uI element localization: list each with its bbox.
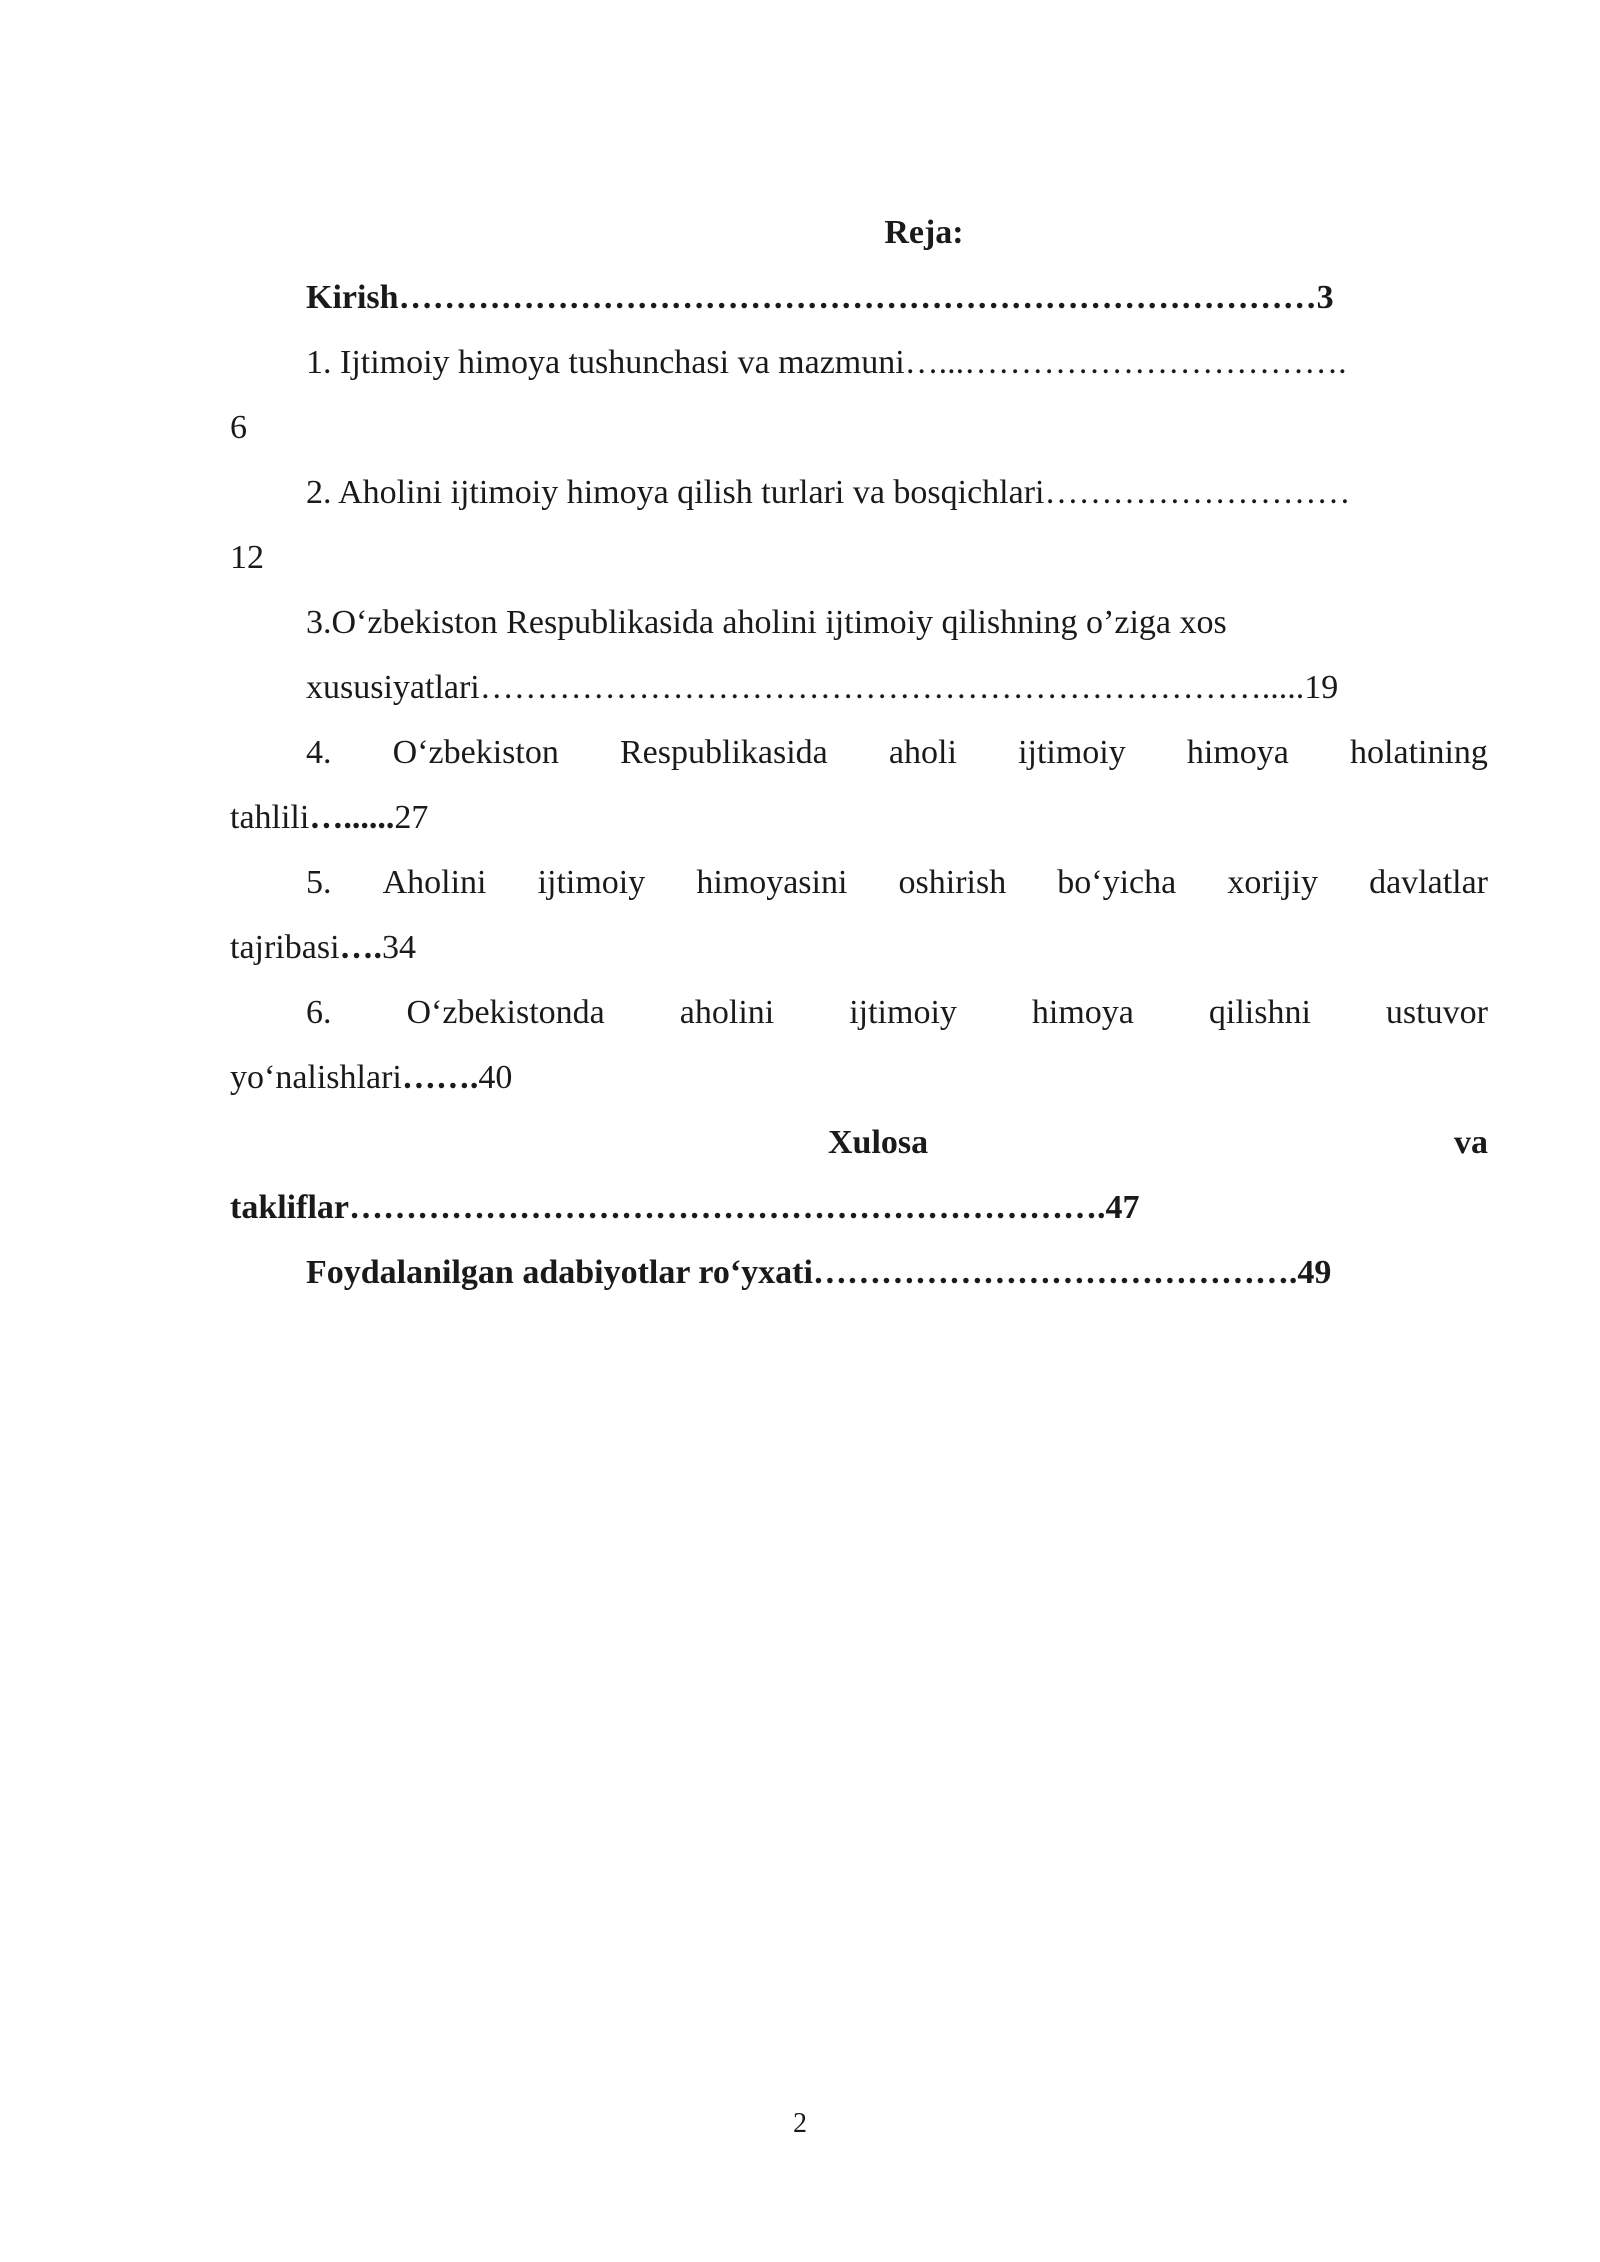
toc-entry-6-word: O‘zbekistonda bbox=[406, 994, 605, 1031]
toc-entry-6-dots: ……. bbox=[401, 1059, 479, 1096]
toc-entry-kirish: Kirish………………………………………………………………………3 bbox=[306, 279, 1334, 316]
toc-entry-conclusion-word: va bbox=[1454, 1124, 1488, 1161]
toc-entry-5-word: ijtimoiy bbox=[537, 864, 646, 901]
toc-entry-5-word: oshirish bbox=[898, 864, 1007, 901]
toc-entry-5-word: 5. bbox=[306, 864, 332, 901]
toc-entry-4-word: aholi bbox=[888, 734, 957, 771]
toc-entry-4-word: Respublikasida bbox=[620, 734, 828, 771]
toc-entry-conclusion bbox=[230, 1110, 1488, 1175]
page-number: 2 bbox=[793, 2108, 807, 2139]
toc-entry-6-cont bbox=[230, 1045, 1488, 1110]
toc-entry-2-page: 12 bbox=[230, 539, 264, 576]
toc-entry-6-word: qilishni bbox=[1208, 994, 1311, 1031]
toc-entry-bibliography: Foydalanilgan adabiyotlar ro‘yxati…………………………………….49 bbox=[306, 1254, 1332, 1291]
toc-entry-4-page: 27 bbox=[394, 799, 429, 836]
toc-entry-4-word: ijtimoiy bbox=[1018, 734, 1126, 771]
toc-entry-4-cont bbox=[230, 785, 1488, 850]
toc-entry-6-word: aholini bbox=[679, 994, 775, 1031]
toc-entry-1-page: 6 bbox=[230, 409, 247, 446]
toc-entry-6-page: 40 bbox=[478, 1059, 513, 1096]
toc-entry-4-word: 4. bbox=[306, 734, 332, 771]
toc-entry-2: 2. Aholini ijtimoiy himoya qilish turlari va bosqichlari……………………… bbox=[306, 474, 1351, 511]
toc-entry-3: 3.O‘zbekiston Respublikasida aholini ijtimoiy qilishning o’ziga xos bbox=[306, 604, 1227, 641]
toc-entry-5-text: tajribasi bbox=[230, 929, 340, 966]
toc-entry-5-word: himoyasini bbox=[696, 864, 848, 901]
toc-entry-5 bbox=[230, 850, 1488, 915]
table-of-contents bbox=[230, 200, 1488, 1305]
toc-entry-5-page: 34 bbox=[382, 929, 417, 966]
toc-entry-5-word: xorijiy bbox=[1227, 864, 1318, 901]
toc-entry-6-word: himoya bbox=[1031, 994, 1134, 1031]
toc-entry-4-text: tahlili bbox=[230, 799, 310, 836]
toc-entry-1: 1. Ijtimoiy himoya tushunchasi va mazmuni…...……………………………. bbox=[306, 344, 1347, 381]
toc-entry-5-word: Aholini bbox=[382, 864, 487, 901]
toc-entry-6-word: ustuvor bbox=[1385, 994, 1488, 1031]
toc-entry-5-word: bo‘yicha bbox=[1057, 864, 1177, 901]
toc-entry-6-text: yo‘nalishlari bbox=[230, 1059, 402, 1096]
toc-entry-6-word: ijtimoiy bbox=[849, 994, 957, 1031]
toc-title: Reja: bbox=[884, 214, 964, 251]
toc-entry-5-dots: …. bbox=[339, 929, 383, 966]
toc-entry-conclusion-cont: takliflar………………………………………………………….47 bbox=[230, 1189, 1140, 1226]
toc-entry-4-word: himoya bbox=[1186, 734, 1289, 771]
toc-entry-6 bbox=[230, 980, 1488, 1045]
toc-entry-4-word: holatining bbox=[1350, 734, 1488, 771]
toc-entry-3-cont: xususiyatlari…………………………………………………………….....19 bbox=[306, 669, 1339, 706]
toc-entry-4-dots: …...... bbox=[309, 799, 395, 836]
toc-entry-5-cont bbox=[230, 915, 1488, 980]
toc-entry-4 bbox=[230, 720, 1488, 785]
toc-entry-conclusion-word: Xulosa bbox=[828, 1124, 929, 1161]
toc-entry-4-word: O‘zbekiston bbox=[392, 734, 559, 771]
toc-entry-5-word: davlatlar bbox=[1369, 864, 1488, 901]
toc-entry-6-word: 6. bbox=[306, 994, 332, 1031]
